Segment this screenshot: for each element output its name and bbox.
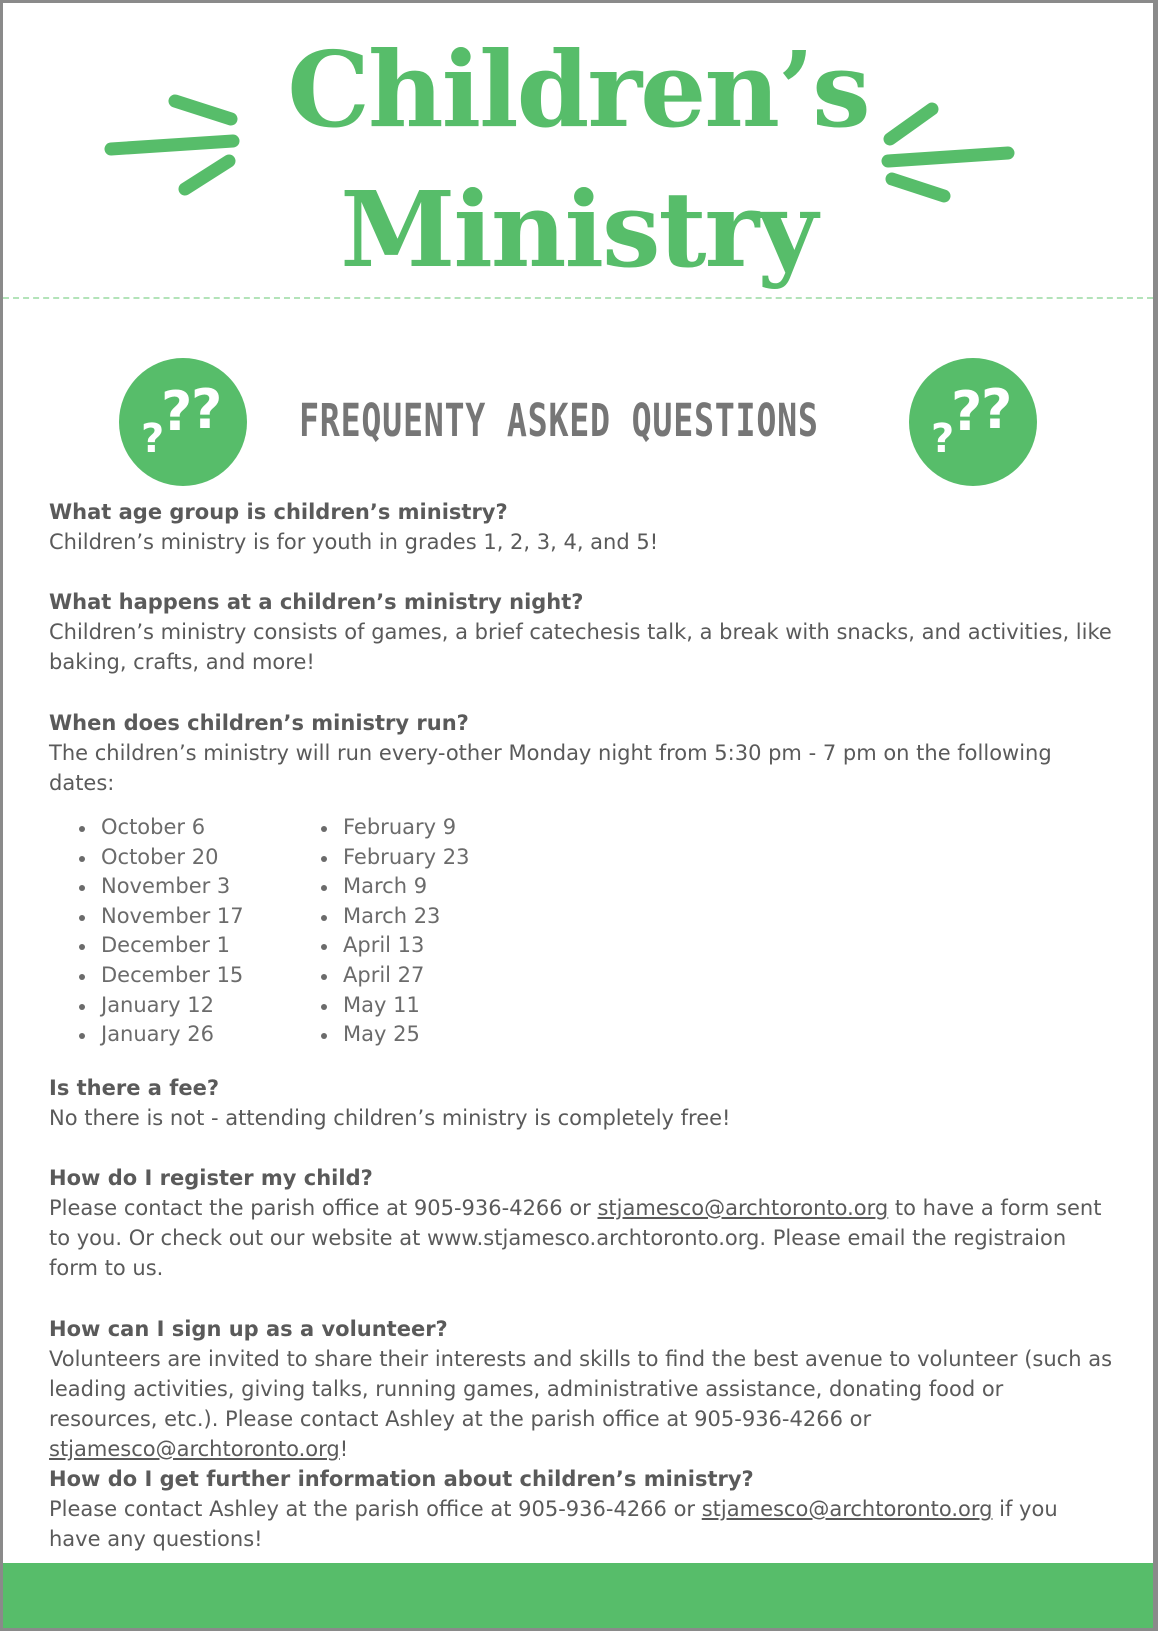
date-item: February 23 xyxy=(321,843,469,873)
svg-text:?: ? xyxy=(951,380,983,443)
faq-heading: FREQUENTY ASKED QUESTIONS xyxy=(299,394,819,447)
faq-item xyxy=(49,587,1114,677)
faq-question: When does children’s ministry run? xyxy=(49,711,469,735)
date-item: May 25 xyxy=(321,1020,469,1050)
faq-question: How do I get further information about children’s ministry? xyxy=(49,1467,754,1491)
burst-lines-right-icon xyxy=(878,99,1023,209)
date-item: October 6 xyxy=(79,813,244,843)
faq-question: How do I register my child? xyxy=(49,1166,373,1190)
faq-answer: Children’s ministry consists of games, a brief catechesis talk, a break with snacks, and activities, like baking, crafts, and more! xyxy=(49,620,1112,674)
header-divider xyxy=(3,297,1153,299)
faq-item xyxy=(49,1163,1114,1283)
faq-question: How can I sign up as a volunteer? xyxy=(49,1317,448,1341)
date-item: November 17 xyxy=(79,902,244,932)
svg-text:?: ? xyxy=(931,416,955,462)
faq-question: Is there a fee? xyxy=(49,1076,220,1100)
svg-text:?: ? xyxy=(981,378,1013,441)
svg-text:?: ? xyxy=(161,380,193,443)
svg-text:?: ? xyxy=(191,378,223,441)
date-item: December 1 xyxy=(79,931,244,961)
faq-question: What age group is children’s ministry? xyxy=(49,500,508,524)
svg-text:?: ? xyxy=(141,416,165,462)
question-marks-icon xyxy=(909,358,1037,486)
date-item: April 13 xyxy=(321,931,469,961)
faq-answer: No there is not - attending children’s ministry is completely free! xyxy=(49,1106,731,1130)
date-item: October 20 xyxy=(79,843,244,873)
title-line-1: Children’s xyxy=(287,28,869,151)
faq-item xyxy=(49,1464,1114,1554)
date-item: January 12 xyxy=(79,991,244,1021)
burst-lines-left-icon xyxy=(103,91,243,201)
date-item: May 11 xyxy=(321,991,469,1021)
faq-answer: Volunteers are invited to share their interests and skills to find the best avenue to volunteer (such as leading activities, giving talks, running games, administrative assistance, donating food or resources, etc.). Please contact Ashley at the parish office at 905-936-4266 or stjamesco@archtoronto.org! xyxy=(49,1347,1113,1461)
faq-question: What happens at a children’s ministry night? xyxy=(49,590,584,614)
faq-item xyxy=(49,1073,1114,1133)
flyer-page xyxy=(3,3,1153,1628)
email-link[interactable]: stjamesco@archtoronto.org xyxy=(701,1497,993,1521)
question-marks-icon xyxy=(119,358,247,486)
dates-list-fall xyxy=(79,813,244,1050)
footer-bar xyxy=(3,1563,1153,1628)
date-item: April 27 xyxy=(321,961,469,991)
date-item: December 15 xyxy=(79,961,244,991)
faq-answer: Please contact the parish office at 905-936-4266 or stjamesco@archtoronto.org to have a form sent to you. Or check out our website at www.stjamesco.archtoronto.org. Please email the registraion form to us. xyxy=(49,1196,1102,1280)
date-item: February 9 xyxy=(321,813,469,843)
faq-answer: The children’s ministry will run every-other Monday night from 5:30 pm - 7 pm on the following dates: xyxy=(49,741,1052,795)
faq-item xyxy=(49,1314,1114,1464)
title-line-2: Ministry xyxy=(340,168,816,291)
date-item: March 23 xyxy=(321,902,469,932)
faq-item xyxy=(49,497,1114,557)
date-item: March 9 xyxy=(321,872,469,902)
faq-item xyxy=(49,708,1114,798)
dates-list-spring xyxy=(321,813,469,1050)
email-link[interactable]: stjamesco@archtoronto.org xyxy=(597,1196,889,1220)
email-link[interactable]: stjamesco@archtoronto.org xyxy=(49,1437,340,1461)
date-item: January 26 xyxy=(79,1020,244,1050)
faq-answer: Children’s ministry is for youth in grades 1, 2, 3, 4, and 5! xyxy=(49,530,659,554)
faq-answer: Please contact Ashley at the parish office at 905-936-4266 or stjamesco@archtoronto.org if you have any questions! xyxy=(49,1497,1058,1551)
date-item: November 3 xyxy=(79,872,244,902)
